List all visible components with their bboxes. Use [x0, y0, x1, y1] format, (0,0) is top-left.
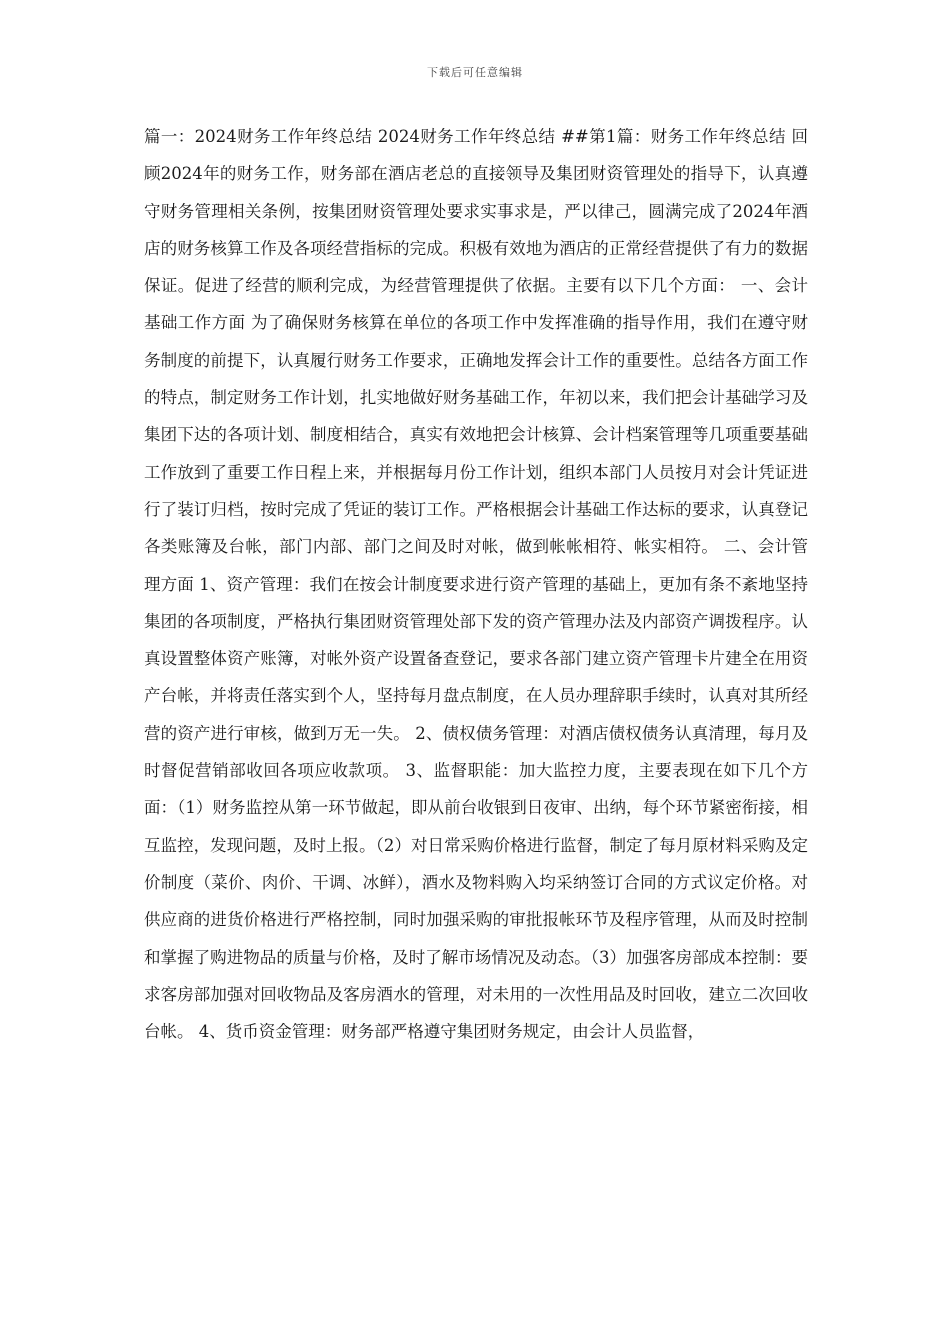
page-header: 下载后可任意编辑	[427, 66, 523, 79]
body-paragraph: 篇一：2024财务工作年终总结 2024财务工作年终总结 ##第1篇：财务工作年终总结 回顾2024年的财务工作，财务部在酒店老总的直接领导及集团财资管理处的指导下，认真遵守财务管理相关条例，按集团财资管理处要求实事求是，严以律己，圆满完成了2024年酒店的财务核算工作及各项经营指标的完成。积极有效地为酒店的正常经营提供了有力的数据保证。促进了经营的顺利完成，为经营管理提供了依据。主要有以下几个方面： 一、会计基础工作方面 为了确保财务核算在单位的各项工作中发挥准确的指导作用，我们在遵守财务制度的前提下，认真履行财务工作要求，正确地发挥会计工作的重要性。总结各方面工作的特点，制定财务工作计划，扎实地做好财务基础工作，年初以来，我们把会计基础学习及集团下达的各项计划、制度相结合，真实有效地把会计核算、会计档案管理等几项重要基础工作放到了重要工作日程上来，并根据每月份工作计划，组织本部门人员按月对会计凭证进行了装订归档，按时完成了凭证的装订工作。严格根据会计基础工作达标的要求，认真登记各类账簿及台帐，部门内部、部门之间及时对帐，做到帐帐相符、帐实相符。 二、会计管理方面 1、资产管理：我们在按会计制度要求进行资产管理的基础上，更加有条不紊地坚持集团的各项制度，严格执行集团财资管理处部下发的资产管理办法及内部资产调拨程序。认真设置整体资产账簿，对帐外资产设置备查登记，要求各部门建立资产管理卡片建全在用资产台帐，并将责任落实到个人，坚持每月盘点制度，在人员办理辞职手续时，认真对其所经营的资产进行审核，做到万无一失。 2、债权债务管理：对酒店债权债务认真清理，每月及时督促营销部收回各项应收款项。 3、监督职能：加大监控力度，主要表现在如下几个方面：（1）财务监控从第一环节做起，即从前台收银到日夜审、出纳，每个环节紧密衔接，相互监控，发现问题，及时上报。（2）对日常采购价格进行监督，制定了每月原材料采购及定价制度（菜价、肉价、干调、冰鲜），酒水及物料购入均采纳签订合同的方式议定价格。对供应商的进货价格进行严格控制，同时加强采购的审批报帐环节及程序管理，从而及时控制和掌握了购进物品的质量与价格，及时了解市场情况及动态。（3）加强客房部成本控制：要求客房部加强对回收物品及客房酒水的管理，对未用的一次性用品及时回收，建立二次回收台帐。 4、货币资金管理：财务部严格遵守集团财务规定，由会计人员监督，	[144, 127, 808, 1042]
